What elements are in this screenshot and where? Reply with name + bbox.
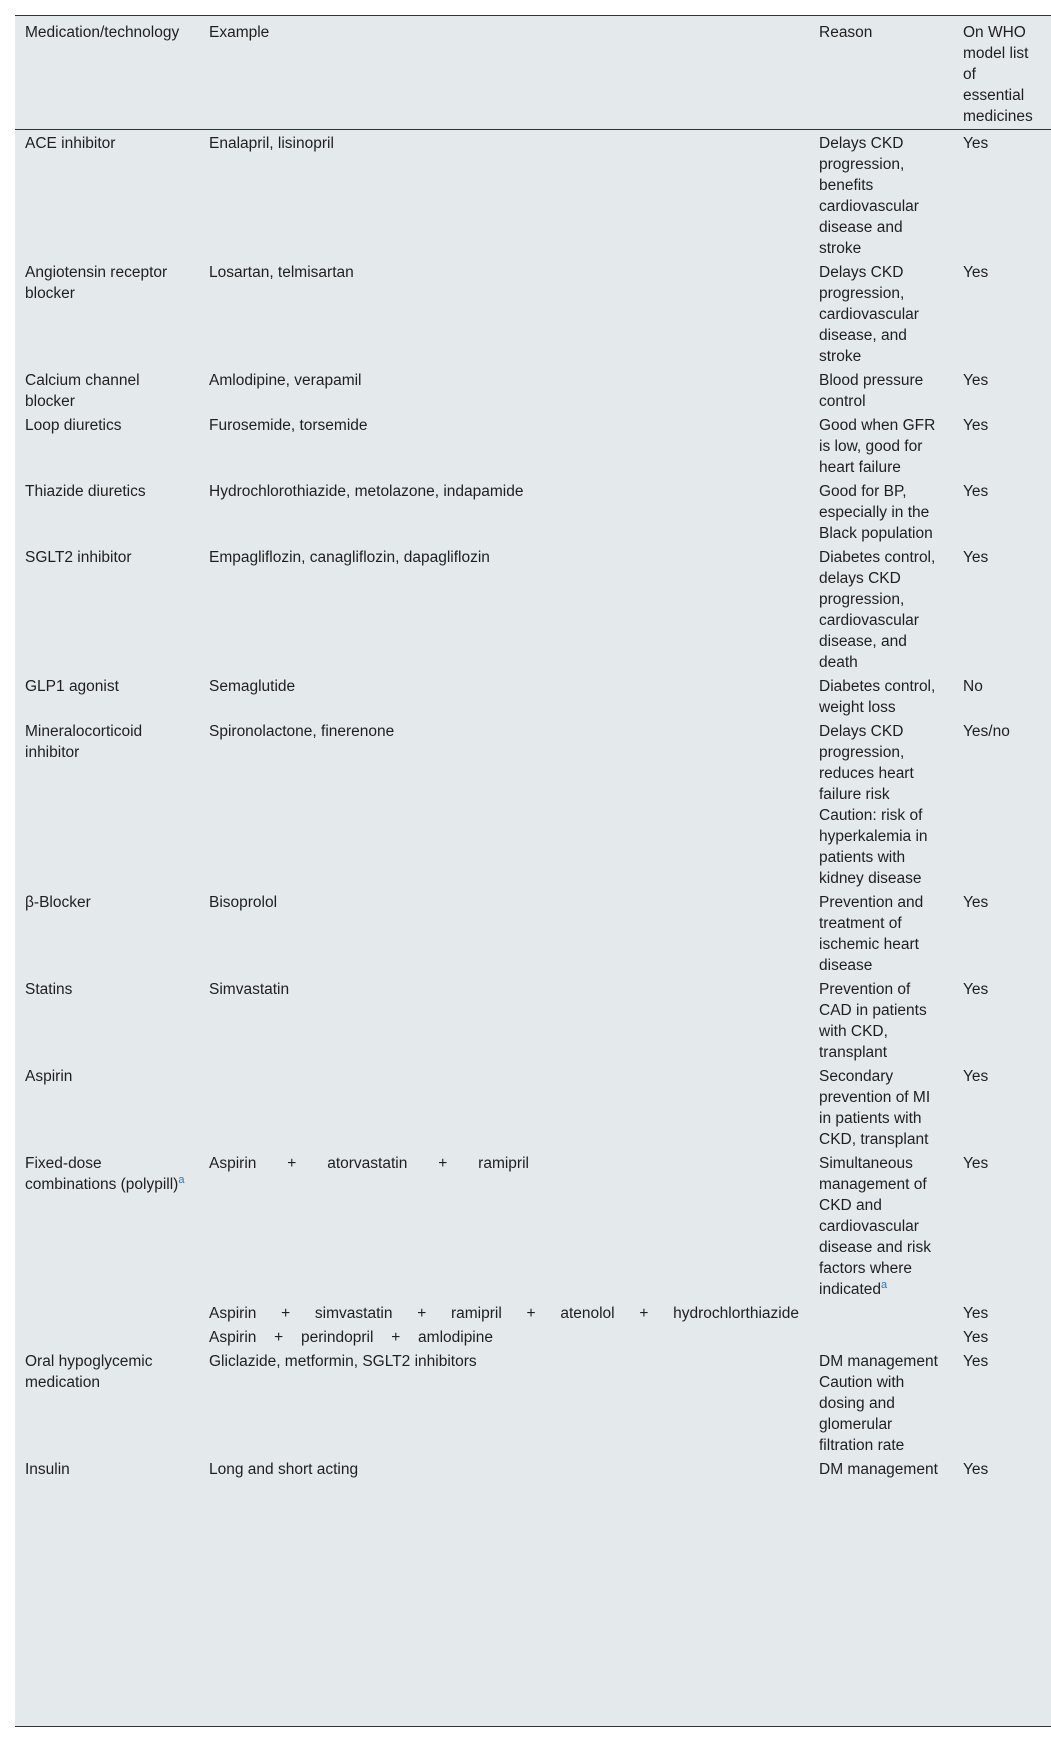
combo-plus: +: [639, 1305, 649, 1322]
cell-who: Yes: [963, 372, 989, 389]
table-row: [15, 1456, 1051, 1480]
cell-reason: Diabetes control, weight loss: [819, 678, 936, 716]
combo-plus: +: [438, 1155, 448, 1172]
header-who-list: On WHO model list of essential medicines: [953, 16, 1051, 130]
cell-reason: Prevention of CAD in patients with CKD, transplant: [819, 981, 927, 1061]
cell-medication: [15, 1150, 199, 1300]
cell-example: Enalapril, lisinopril: [209, 135, 334, 152]
cell-who: Yes: [963, 1461, 989, 1478]
combo-part: Aspirin: [209, 1329, 257, 1346]
polypill-combo-3: [209, 1327, 493, 1348]
cell-medication: [15, 1324, 199, 1348]
cell-reason: [809, 1150, 953, 1300]
table-row: [15, 718, 1051, 889]
cell-example: [199, 1150, 809, 1300]
cell-medication: Calcium channel blocker: [25, 372, 140, 410]
cell-reason: DM management: [819, 1461, 938, 1478]
medication-table-container: [15, 15, 1051, 1727]
table-row: [15, 412, 1051, 478]
combo-part: Aspirin: [209, 1305, 257, 1322]
polypill-combo-2: [209, 1303, 799, 1324]
cell-example: Empagliflozin, canagliflozin, dapagliflozin: [209, 549, 490, 566]
polypill-reason: Simultaneous management of CKD and cardiovascular disease and risk factors where indicated: [819, 1155, 932, 1298]
cell-medication: ACE inhibitor: [25, 135, 116, 152]
combo-part: atorvastatin: [327, 1155, 408, 1172]
cell-reason: Delays CKD progression, benefits cardiovascular disease and stroke: [819, 135, 919, 257]
table-row: [15, 1348, 1051, 1456]
combo-part: amlodipine: [418, 1329, 493, 1346]
table-row: [15, 544, 1051, 673]
header-reason: Reason: [809, 16, 953, 130]
cell-who: Yes: [963, 894, 989, 911]
cell-example: Amlodipine, verapamil: [209, 372, 362, 389]
table-row-polypill: [15, 1324, 1051, 1348]
cell-reason: Prevention and treatment of ischemic heart disease: [819, 894, 924, 974]
cell-example: Long and short acting: [209, 1461, 359, 1478]
cell-who: Yes: [963, 1353, 989, 1370]
table-row: [15, 478, 1051, 544]
cell-example: Furosemide, torsemide: [209, 417, 368, 434]
cell-medication: GLP1 agonist: [25, 678, 119, 695]
cell-medication: β-Blocker: [25, 894, 91, 911]
table-row: [15, 976, 1051, 1063]
table-row: [15, 673, 1051, 718]
header-medication: Medication/technology: [15, 16, 199, 130]
cell-who: Yes: [963, 549, 989, 566]
cell-medication: Oral hypoglycemic medication: [25, 1353, 153, 1391]
cell-example: Losartan, telmisartan: [209, 264, 354, 281]
cell-example: Spironolactone, finerenone: [209, 723, 395, 740]
combo-part: Aspirin: [209, 1155, 257, 1172]
cell-reason: Delays CKD progression, reduces heart failure risk Caution: risk of hyperkalemia in patients with kidney disease: [819, 723, 928, 887]
cell-reason: Good when GFR is low, good for heart failure: [819, 417, 936, 476]
combo-part: atenolol: [560, 1305, 615, 1322]
cell-who: Yes/no: [963, 723, 1010, 740]
table-header-row: [15, 16, 1051, 130]
header-example: Example: [199, 16, 809, 130]
cell-reason: [809, 1324, 953, 1348]
combo-part: perindopril: [301, 1329, 374, 1346]
cell-reason: Diabetes control, delays CKD progression, cardiovascular disease, and death: [819, 549, 936, 671]
cell-who: Yes: [963, 417, 989, 434]
combo-part: ramipril: [478, 1155, 529, 1172]
footnote-link[interactable]: a: [881, 1278, 888, 1291]
cell-example: Bisoprolol: [209, 894, 278, 911]
table-row: [15, 367, 1051, 412]
cell-medication: Mineralocorticoid inhibitor: [25, 723, 143, 761]
polypill-label: Fixed-dose combinations (polypill): [25, 1155, 179, 1193]
combo-plus: +: [417, 1305, 427, 1322]
table-row: [15, 130, 1051, 260]
cell-who: No: [963, 678, 983, 695]
table-row: [15, 259, 1051, 367]
polypill-combo-1: [209, 1153, 529, 1174]
cell-medication: Angiotensin receptor blocker: [25, 264, 168, 302]
cell-medication: [15, 1300, 199, 1324]
cell-who: Yes: [963, 1155, 989, 1172]
combo-part: simvastatin: [314, 1305, 393, 1322]
cell-who: Yes: [963, 483, 989, 500]
cell-reason: Good for BP, especially in the Black population: [819, 483, 933, 542]
combo-plus: +: [526, 1305, 536, 1322]
footnote-link[interactable]: a: [178, 1173, 185, 1186]
cell-medication: Loop diuretics: [25, 417, 122, 434]
combo-part: ramipril: [450, 1305, 502, 1322]
cell-example: [199, 1063, 809, 1150]
table-row-polypill: [15, 1150, 1051, 1300]
combo-plus: +: [391, 1329, 401, 1346]
combo-plus: +: [287, 1155, 297, 1172]
medication-table: [15, 16, 1051, 1480]
cell-medication: Aspirin: [25, 1068, 73, 1085]
table-row: [15, 889, 1051, 976]
combo-part: hydrochlorthiazide: [673, 1305, 799, 1322]
table-row-polypill: [15, 1300, 1051, 1324]
cell-example: Semaglutide: [209, 678, 296, 695]
cell-medication: Statins: [25, 981, 73, 998]
cell-medication: Insulin: [25, 1461, 70, 1478]
table-row: [15, 1063, 1051, 1150]
cell-reason: Blood pressure control: [819, 372, 924, 410]
cell-reason: Secondary prevention of MI in patients with CKD, transplant: [819, 1068, 931, 1148]
cell-reason: DM management Caution with dosing and glomerular filtration rate: [819, 1353, 938, 1454]
cell-reason: Delays CKD progression, cardiovascular disease, and stroke: [819, 264, 919, 365]
cell-who: Yes: [963, 264, 989, 281]
cell-reason: [809, 1300, 953, 1324]
cell-who: Yes: [963, 1329, 989, 1346]
cell-example: Hydrochlorothiazide, metolazone, indapamide: [209, 483, 524, 500]
cell-who: Yes: [963, 981, 989, 998]
cell-who: Yes: [963, 1068, 989, 1085]
combo-plus: +: [281, 1305, 291, 1322]
cell-example: [199, 1324, 809, 1348]
combo-plus: +: [274, 1329, 284, 1346]
cell-medication: SGLT2 inhibitor: [25, 549, 132, 566]
cell-who: Yes: [963, 1305, 989, 1322]
cell-example: Simvastatin: [209, 981, 290, 998]
cell-who: Yes: [963, 135, 989, 152]
cell-example: [199, 1300, 809, 1324]
cell-example: Gliclazide, metformin, SGLT2 inhibitors: [209, 1353, 477, 1370]
cell-medication: Thiazide diuretics: [25, 483, 146, 500]
